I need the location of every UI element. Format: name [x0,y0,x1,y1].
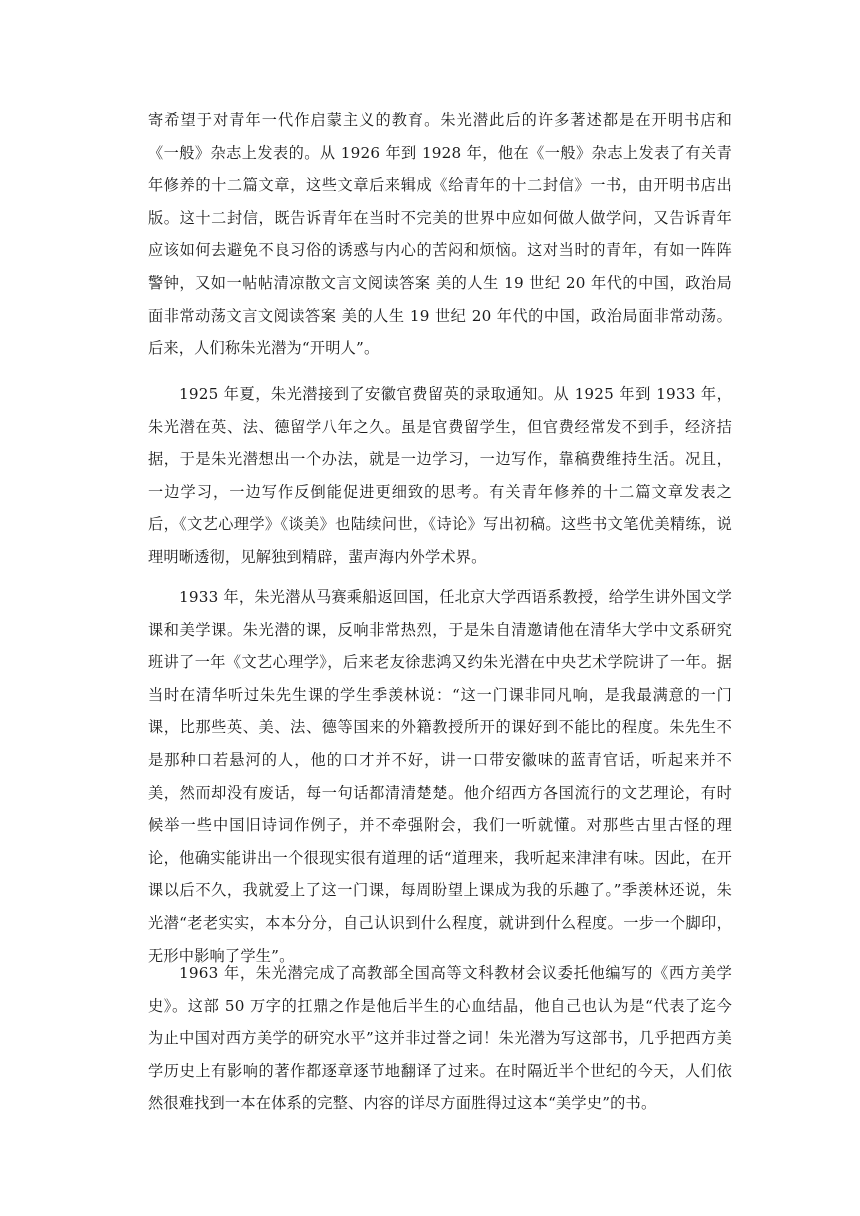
paragraph-4: 1963 年，朱光潜完成了高教部全国高等文科教材会议委托他编写的《西方美学史》。这部 50 万字的扛鼎之作是他后半生的心血结晶，他自己也认为是“代表了迄今为止中国对西方美学的研究水平”这并非过誉之词！朱光潜为写这部书，几乎把西方美学历史上有影响的著作都逐章逐节地翻译了过来。在时隔近半个世纪的今天，人们依然很难找到一本在体系的完整、内容的详尽方面胜得过这本“美学史”的书。 [148,964,732,1113]
paragraph-3: 1933 年，朱光潜从马赛乘船返回国，任北京大学西语系教授，给学生讲外国文学课和美学课。朱光潜的课，反响非常热烈，于是朱自清邀请他在清华大学中文系研究班讲了一年《文艺心理学》，后来老友徐悲鸿又约朱光潜在中央艺术学院讲了一年。据当时在清华听过朱先生课的学生季羡林说：“这一门课非同凡响，是我最满意的一门课，比那些英、美、法、德等国来的外籍教授所开的课好到不能比的程度。朱先生不是那种口若悬河的人，他的口才并不好，讲一口带安徽味的蓝青官话，听起来并不美，然而却没有废话，每一句话都清清楚楚。他介绍西方各国流行的文艺理论，有时候举一些中国旧诗词作例子，并不牵强附会，我们一听就懂。对那些古里古怪的理论，他确实能讲出一个很现实很有道理的话“道理来，我听起来津津有味。因此，在开课以后不久，我就爱上了这一门课，每周盼望上课成为我的乐趣了。”季羡林还说，朱光潜“老老实实，本本分分，自己认识到什么程度，就讲到什么程度。一步一个脚印，无形中影响了学生”。 [148,588,732,965]
paragraph-1: 寄希望于对青年一代作启蒙主义的教育。朱光潜此后的许多著述都是在开明书店和《一般》杂志上发表的。从 1926 年到 1928 年，他在《一般》杂志上发表了有关青年修养的十二篇文章，这些文章后来辑成《给青年的十二封信》一书，由开明书店出版。这十二封信，既告诉青年在当时不完美的世界中应如何做人做学问，又告诉青年应该如何去避免不良习俗的诱惑与内心的苦闷和烦恼。这对当时的青年，有如一阵阵警钟，又如一帖帖清凉散文言文阅读答案 美的人生 19 世纪 20 年代的中国，政治局面非常动荡文言文阅读答案 美的人生 19 世纪 20 年代的中国，政治局面非常动荡。后来，人们称朱光潜为“开明人”。 [148,111,732,358]
paragraph-2: 1925 年夏，朱光潜接到了安徽官费留英的录取通知。从 1925 年到 1933 年，朱光潜在英、法、德留学八年之久。虽是官费留学生，但官费经常发不到手，经济拮据，于是朱光潜想出一个办法，就是一边学习，一边写作，靠稿费维持生活。况且，一边学习，一边写作反倒能促进更细致的思考。有关青年修养的十二篇文章发表之后，《文艺心理学》《谈美》也陆续问世，《诗论》写出初稿。这些书文笔优美精练，说理明晰透彻，见解独到精辟，蜚声海内外学术界。 [148,385,732,566]
